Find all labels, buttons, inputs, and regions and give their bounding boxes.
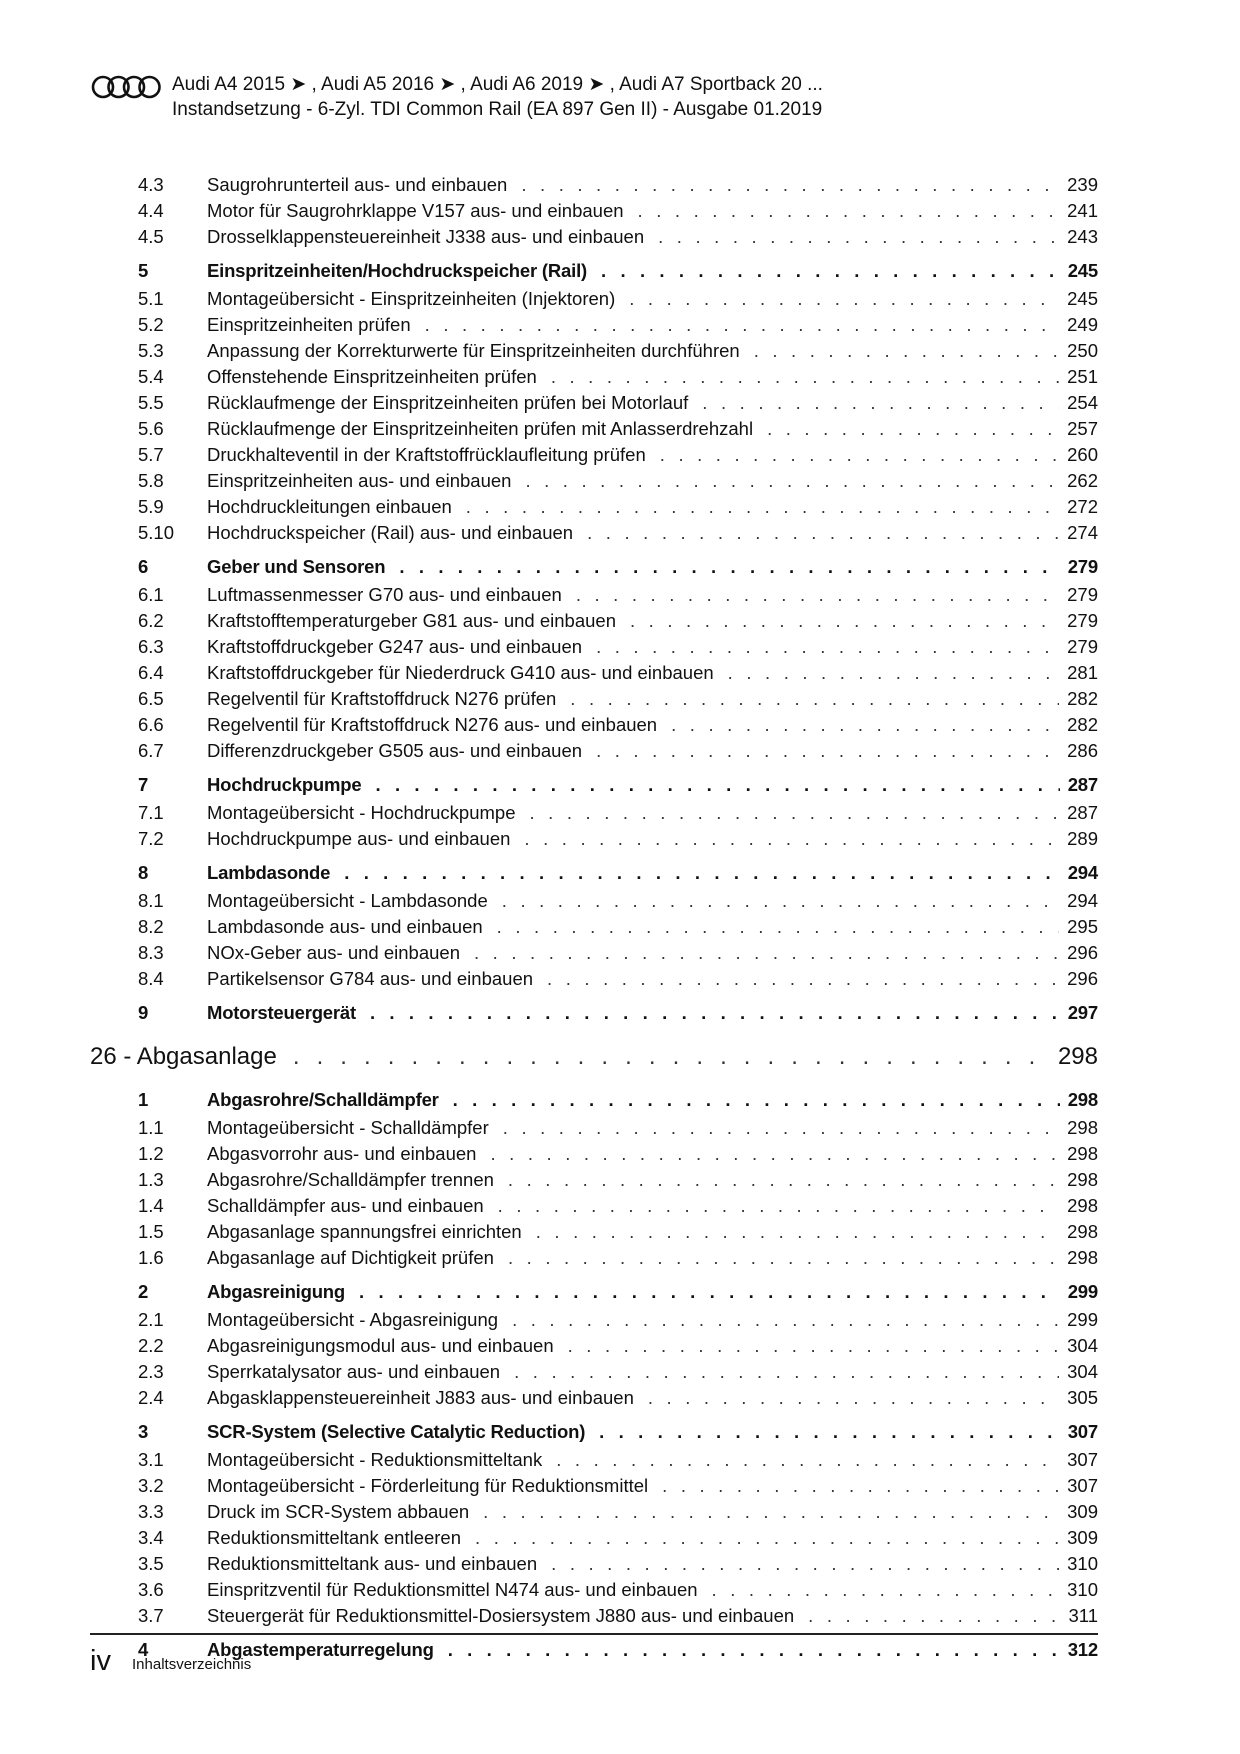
dot-leader: [662, 1473, 1059, 1499]
toc-title: Kraftstoffdruckgeber für Niederdruck G410 aus- und einbauen: [207, 662, 714, 683]
dot-leader: [547, 966, 1059, 992]
toc-number: 8.4: [138, 968, 164, 989]
toc-entry[interactable]: [90, 1359, 1098, 1385]
toc-number: 3.2: [138, 1475, 164, 1496]
toc-entry[interactable]: [90, 468, 1098, 494]
toc-number: 5.3: [138, 340, 164, 361]
toc-number: 1.1: [138, 1117, 164, 1138]
toc-title: Montageübersicht - Schalldämpfer: [207, 1117, 489, 1138]
dot-leader: [512, 1307, 1059, 1333]
toc-entry[interactable]: [90, 364, 1098, 390]
toc-title: Montageübersicht - Lambdasonde: [207, 890, 488, 911]
toc-title: Regelventil für Kraftstoffdruck N276 aus- und einbauen: [207, 714, 658, 735]
dot-leader: [536, 1219, 1059, 1245]
dot-leader: [399, 551, 1059, 582]
toc-entry[interactable]: [90, 800, 1098, 826]
toc-title: Montageübersicht - Reduktionsmitteltank: [207, 1449, 543, 1470]
toc-entry[interactable]: [90, 390, 1098, 416]
toc-title: Lambdasonde: [207, 862, 331, 883]
dot-leader: [521, 172, 1059, 198]
toc-entry[interactable]: [90, 1167, 1098, 1193]
toc-number: 5.5: [138, 392, 164, 413]
toc-page-number: 304: [1067, 1335, 1098, 1356]
toc-entry[interactable]: [90, 1525, 1098, 1551]
toc-section[interactable]: [90, 1271, 1098, 1307]
toc-page-number: 249: [1067, 314, 1098, 335]
toc-number: 2: [138, 1281, 149, 1302]
dot-leader: [596, 634, 1059, 660]
toc-number: 3.3: [138, 1501, 164, 1522]
dot-leader: [587, 520, 1059, 546]
toc-number: 3.4: [138, 1527, 164, 1548]
dot-leader: [453, 1084, 1060, 1115]
toc-number: 5.9: [138, 496, 164, 517]
toc-title: Drosselklappensteuereinheit J338 aus- und einbauen: [207, 226, 645, 247]
toc-section[interactable]: [90, 992, 1098, 1028]
dot-leader: [596, 738, 1059, 764]
toc-page-number: 298: [1067, 1143, 1098, 1164]
toc-page-number: 299: [1067, 1309, 1098, 1330]
toc-title: Hochdruckpumpe: [207, 774, 362, 795]
page-header: [90, 70, 1090, 130]
toc-title: Rücklaufmenge der Einspritzeinheiten prüfen mit Anlasserdrehzahl: [207, 418, 754, 439]
toc-number: 3: [138, 1421, 149, 1442]
toc-section[interactable]: [90, 1411, 1098, 1447]
toc-number: 2.3: [138, 1361, 164, 1382]
footer-divider: [90, 1633, 1098, 1635]
toc-page-number: 279: [1067, 584, 1098, 605]
toc-page-number: 299: [1067, 1281, 1098, 1302]
toc-title: Lambdasonde aus- und einbauen: [207, 916, 483, 937]
toc-page-number: 298: [1067, 1117, 1098, 1138]
dot-leader: [359, 1276, 1060, 1307]
toc-page-number: 281: [1067, 662, 1098, 683]
toc-page-number: 296: [1067, 968, 1098, 989]
toc-page-number: 307: [1067, 1475, 1098, 1496]
toc-title: Abgasanlage spannungsfrei einrichten: [207, 1221, 522, 1242]
toc-title: Offenstehende Einspritzeinheiten prüfen: [207, 366, 537, 387]
toc-title: Abgasreinigungsmodul aus- und einbauen: [207, 1335, 554, 1356]
toc-title: Abgasrohre/Schalldämpfer: [207, 1089, 439, 1110]
dot-leader: [671, 712, 1059, 738]
toc-page-number: 304: [1067, 1361, 1098, 1382]
toc-entry[interactable]: [90, 1577, 1098, 1603]
toc-number: 4.5: [138, 226, 164, 247]
audi-four-rings-icon: [90, 74, 162, 100]
dot-leader: [638, 198, 1060, 224]
toc-title: Luftmassenmesser G70 aus- und einbauen: [207, 584, 562, 605]
toc-page-number: 274: [1067, 522, 1098, 543]
toc-page-number: 309: [1067, 1501, 1098, 1522]
toc-title: Abgasvorrohr aus- und einbauen: [207, 1143, 477, 1164]
dot-leader: [502, 888, 1059, 914]
toc-title: Druckhalteventil in der Kraftstoffrücklaufleitung prüfen: [207, 444, 646, 465]
toc-number: 3.7: [138, 1605, 164, 1626]
toc-title: Abgasanlage auf Dichtigkeit prüfen: [207, 1247, 494, 1268]
toc-title: Differenzdruckgeber G505 aus- und einbauen: [207, 740, 583, 761]
toc-number: 5.8: [138, 470, 164, 491]
toc-section[interactable]: [90, 250, 1098, 286]
dot-leader: [370, 997, 1060, 1028]
dot-leader: [568, 1333, 1060, 1359]
toc-page-number: 298: [1067, 1089, 1098, 1110]
toc-title: Hochdruckpumpe aus- und einbauen: [207, 828, 511, 849]
toc-entry[interactable]: [90, 442, 1098, 468]
table-of-contents: [90, 172, 1098, 1665]
toc-number: 6: [138, 556, 149, 577]
toc-entry[interactable]: [90, 198, 1098, 224]
toc-title: Hochdruckspeicher (Rail) aus- und einbauen: [207, 522, 574, 543]
toc-title: 26 - Abgasanlage: [90, 1043, 277, 1070]
toc-title: Einspritzeinheiten aus- und einbauen: [207, 470, 512, 491]
dot-leader: [503, 1115, 1059, 1141]
dot-leader: [508, 1167, 1059, 1193]
toc-number: 5.7: [138, 444, 164, 465]
toc-entry[interactable]: [90, 1551, 1098, 1577]
toc-page-number: 257: [1067, 418, 1098, 439]
dot-leader: [551, 1551, 1059, 1577]
toc-entry[interactable]: [90, 966, 1098, 992]
toc-entry[interactable]: [90, 1473, 1098, 1499]
toc-page-number: 289: [1067, 828, 1098, 849]
dot-leader: [808, 1603, 1060, 1629]
dot-leader: [525, 468, 1059, 494]
toc-title: Einspritzeinheiten/Hochdruckspeicher (Rail): [207, 260, 587, 281]
toc-entry[interactable]: [90, 172, 1098, 198]
toc-entry[interactable]: [90, 712, 1098, 738]
toc-page-number: 294: [1067, 862, 1098, 883]
toc-page-number: 251: [1067, 366, 1098, 387]
dot-leader: [601, 255, 1060, 286]
toc-number: 4: [138, 1639, 149, 1660]
toc-entry[interactable]: [90, 940, 1098, 966]
toc-entry[interactable]: [90, 608, 1098, 634]
header-subtitle: Instandsetzung - 6-Zyl. TDI Common Rail (EA 897 Gen II) - Ausgabe 01.2019: [172, 99, 823, 120]
toc-number: 6.6: [138, 714, 164, 735]
toc-entry[interactable]: [90, 1499, 1098, 1525]
toc-number: 1.6: [138, 1247, 164, 1268]
dot-leader: [658, 224, 1059, 250]
toc-title: Steuergerät für Reduktionsmittel-Dosiersystem J880 aus- und einbauen: [207, 1605, 795, 1626]
dot-leader: [524, 826, 1059, 852]
toc-page-number: 245: [1067, 288, 1098, 309]
dot-leader: [498, 1193, 1059, 1219]
toc-page-number: 279: [1067, 610, 1098, 631]
dot-leader: [648, 1385, 1059, 1411]
toc-entry[interactable]: [90, 738, 1098, 764]
toc-title: Montageübersicht - Abgasreinigung: [207, 1309, 499, 1330]
toc-title: SCR-System (Selective Catalytic Reduction): [207, 1421, 586, 1442]
dot-leader: [551, 364, 1059, 390]
dot-leader: [556, 1447, 1059, 1473]
toc-title: Einspritzeinheiten prüfen: [207, 314, 411, 335]
toc-number: 2.2: [138, 1335, 164, 1356]
dot-leader: [293, 1036, 1050, 1077]
dot-leader: [767, 416, 1059, 442]
toc-title: Kraftstofftemperaturgeber G81 aus- und einbauen: [207, 610, 616, 631]
toc-entry[interactable]: [90, 1115, 1098, 1141]
toc-page-number: 262: [1067, 470, 1098, 491]
dot-leader: [490, 1141, 1059, 1167]
toc-page-number: 243: [1067, 226, 1098, 247]
footer-label: Inhaltsverzeichnis: [132, 1656, 252, 1673]
toc-page-number: 295: [1067, 916, 1098, 937]
toc-number: 6.5: [138, 688, 164, 709]
toc-page-number: 298: [1067, 1195, 1098, 1216]
toc-title: Motorsteuergerät: [207, 1002, 356, 1023]
toc-number: 7.1: [138, 802, 164, 823]
dot-leader: [702, 390, 1059, 416]
toc-number: 6.1: [138, 584, 164, 605]
toc-title: Einspritzventil für Reduktionsmittel N474 aus- und einbauen: [207, 1579, 698, 1600]
toc-entry[interactable]: [90, 286, 1098, 312]
dot-leader: [497, 914, 1059, 940]
toc-number: 6.2: [138, 610, 164, 631]
toc-title: Abgasrohre/Schalldämpfer trennen: [207, 1169, 494, 1190]
dot-leader: [514, 1359, 1059, 1385]
toc-page-number: 286: [1067, 740, 1098, 761]
toc-number: 2.1: [138, 1309, 164, 1330]
toc-number: 5: [138, 260, 149, 281]
toc-entry[interactable]: [90, 416, 1098, 442]
toc-title: Montageübersicht - Einspritzeinheiten (Injektoren): [207, 288, 616, 309]
toc-title: Abgastemperaturregelung: [207, 1639, 434, 1660]
toc-number: 5.1: [138, 288, 164, 309]
toc-number: 8: [138, 862, 149, 883]
toc-entry[interactable]: [90, 1603, 1098, 1629]
toc-title: Regelventil für Kraftstoffdruck N276 prüfen: [207, 688, 557, 709]
toc-page-number: 298: [1057, 1043, 1098, 1070]
dot-leader: [570, 686, 1059, 712]
toc-page-number: 305: [1067, 1387, 1098, 1408]
toc-page-number: 250: [1067, 340, 1098, 361]
toc-page-number: 254: [1067, 392, 1098, 413]
toc-title: Schalldämpfer aus- und einbauen: [207, 1195, 484, 1216]
toc-number: 4.3: [138, 174, 164, 195]
toc-page-number: 307: [1067, 1421, 1098, 1442]
toc-entry[interactable]: [90, 826, 1098, 852]
toc-title: Anpassung der Korrekturwerte für Einspritzeinheiten durchführen: [207, 340, 740, 361]
toc-entry[interactable]: [90, 1333, 1098, 1359]
toc-entry[interactable]: [90, 494, 1098, 520]
toc-page-number: 310: [1067, 1579, 1098, 1600]
dot-leader: [660, 442, 1059, 468]
toc-title: Saugrohrunterteil aus- und einbauen: [207, 174, 508, 195]
toc-number: 5.10: [138, 522, 175, 543]
toc-entry[interactable]: [90, 1245, 1098, 1271]
toc-number: 8.1: [138, 890, 164, 911]
page-number: iv: [90, 1645, 111, 1677]
dot-leader: [728, 660, 1059, 686]
toc-number: 6.3: [138, 636, 164, 657]
toc-entry[interactable]: [90, 224, 1098, 250]
toc-page-number: 296: [1067, 942, 1098, 963]
toc-title: Geber und Sensoren: [207, 556, 386, 577]
toc-number: 2.4: [138, 1387, 164, 1408]
dot-leader: [712, 1577, 1060, 1603]
toc-page-number: 298: [1067, 1169, 1098, 1190]
toc-title: Montageübersicht - Förderleitung für Reduktionsmittel: [207, 1475, 649, 1496]
toc-entry[interactable]: [90, 582, 1098, 608]
toc-number: 1.2: [138, 1143, 164, 1164]
toc-title: Hochdruckleitungen einbauen: [207, 496, 452, 517]
toc-page-number: 287: [1067, 802, 1098, 823]
toc-page-number: 294: [1067, 890, 1098, 911]
toc-number: 1.5: [138, 1221, 164, 1242]
dot-leader: [530, 800, 1060, 826]
toc-entry[interactable]: [90, 338, 1098, 364]
toc-page-number: 312: [1067, 1639, 1098, 1660]
toc-page-number: 260: [1067, 444, 1098, 465]
toc-entry[interactable]: [90, 1307, 1098, 1333]
toc-number: 5.6: [138, 418, 164, 439]
dot-leader: [576, 582, 1059, 608]
toc-title: Motor für Saugrohrklappe V157 aus- und einbauen: [207, 200, 624, 221]
toc-number: 9: [138, 1002, 149, 1023]
toc-page-number: 307: [1067, 1449, 1098, 1470]
toc-entry[interactable]: [90, 1193, 1098, 1219]
toc-entry[interactable]: [90, 1447, 1098, 1473]
toc-entry[interactable]: [90, 914, 1098, 940]
toc-page-number: 311: [1068, 1605, 1098, 1626]
toc-page-number: 298: [1067, 1247, 1098, 1268]
toc-section[interactable]: [90, 764, 1098, 800]
toc-entry[interactable]: [90, 520, 1098, 546]
toc-number: 8.3: [138, 942, 164, 963]
toc-page-number: 282: [1067, 688, 1098, 709]
dot-leader: [474, 940, 1059, 966]
toc-entry[interactable]: [90, 686, 1098, 712]
dot-leader: [448, 1634, 1060, 1665]
toc-title: NOx-Geber aus- und einbauen: [207, 942, 460, 963]
dot-leader: [629, 286, 1059, 312]
toc-page-number: 241: [1067, 200, 1098, 221]
dot-leader: [483, 1499, 1059, 1525]
toc-page-number: 310: [1067, 1553, 1098, 1574]
toc-title: Reduktionsmitteltank entleeren: [207, 1527, 462, 1548]
toc-number: 5.4: [138, 366, 164, 387]
toc-page-number: 279: [1067, 636, 1098, 657]
toc-number: 7: [138, 774, 149, 795]
toc-number: 6.7: [138, 740, 164, 761]
dot-leader: [425, 312, 1059, 338]
toc-number: 5.2: [138, 314, 164, 335]
toc-title: Sperrkatalysator aus- und einbauen: [207, 1361, 501, 1382]
toc-section[interactable]: [90, 546, 1098, 582]
toc-number: 1.4: [138, 1195, 164, 1216]
toc-page-number: 279: [1067, 556, 1098, 577]
toc-page-number: 272: [1067, 496, 1098, 517]
dot-leader: [344, 857, 1060, 888]
toc-number: 7.2: [138, 828, 164, 849]
toc-number: 4.4: [138, 200, 164, 221]
toc-title: Kraftstoffdruckgeber G247 aus- und einbauen: [207, 636, 583, 657]
toc-title: Montageübersicht - Hochdruckpumpe: [207, 802, 516, 823]
dot-leader: [375, 769, 1059, 800]
toc-page-number: 309: [1067, 1527, 1098, 1548]
dot-leader: [475, 1525, 1059, 1551]
toc-title: Reduktionsmitteltank aus- und einbauen: [207, 1553, 538, 1574]
toc-entry[interactable]: [90, 660, 1098, 686]
toc-entry[interactable]: [90, 634, 1098, 660]
toc-entry[interactable]: [90, 312, 1098, 338]
toc-page-number: 239: [1067, 174, 1098, 195]
toc-title: Druck im SCR-System abbauen: [207, 1501, 470, 1522]
toc-title: Abgasreinigung: [207, 1281, 346, 1302]
toc-page-number: 297: [1067, 1002, 1098, 1023]
dot-leader: [508, 1245, 1059, 1271]
toc-number: 8.2: [138, 916, 164, 937]
toc-page-number: 282: [1067, 714, 1098, 735]
toc-entry[interactable]: [90, 1219, 1098, 1245]
toc-title: Partikelsensor G784 aus- und einbauen: [207, 968, 534, 989]
toc-number: 3.5: [138, 1553, 164, 1574]
header-models: Audi A4 2015 ➤ , Audi A5 2016 ➤ , Audi A6 2019 ➤ , Audi A7 Sportback 20 ...: [172, 74, 823, 95]
toc-page-number: 287: [1067, 774, 1098, 795]
toc-entry[interactable]: [90, 1141, 1098, 1167]
toc-number: 3.6: [138, 1579, 164, 1600]
toc-entry[interactable]: [90, 1385, 1098, 1411]
toc-page-number: 298: [1067, 1221, 1098, 1242]
dot-leader: [754, 338, 1059, 364]
dot-leader: [630, 608, 1059, 634]
dot-leader: [466, 494, 1059, 520]
toc-entry[interactable]: [90, 888, 1098, 914]
toc-title: Abgasklappensteuereinheit J883 aus- und einbauen: [207, 1387, 634, 1408]
toc-page-number: 245: [1067, 260, 1098, 281]
toc-number: 1: [138, 1089, 149, 1110]
toc-section[interactable]: [90, 852, 1098, 888]
toc-number: 1.3: [138, 1169, 164, 1190]
toc-section[interactable]: [90, 1079, 1098, 1115]
dot-leader: [599, 1416, 1060, 1447]
toc-number: 6.4: [138, 662, 164, 683]
toc-title: Rücklaufmenge der Einspritzeinheiten prüfen bei Motorlauf: [207, 392, 689, 413]
toc-number: 3.1: [138, 1449, 164, 1470]
toc-chapter[interactable]: [90, 1028, 1098, 1077]
